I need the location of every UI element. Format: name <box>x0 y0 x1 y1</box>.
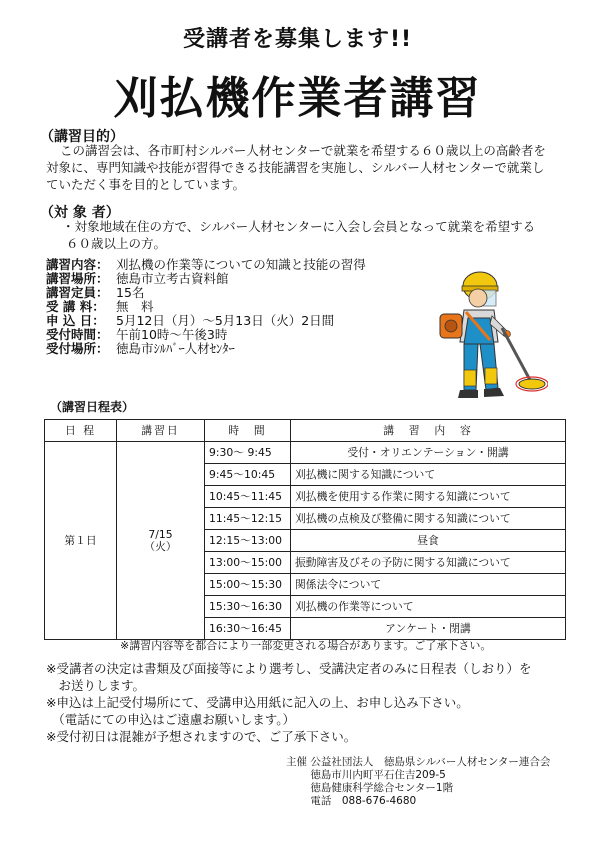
info-value: 刈払機の作業等についての知識と技能の習得 <box>116 257 366 272</box>
info-value: 午前10時～午後3時 <box>116 327 228 342</box>
info-value: 無 料 <box>116 299 154 314</box>
time-cell: 13:00～15:00 <box>205 552 291 574</box>
schedule-date <box>117 442 205 640</box>
info-key: 講習内容： <box>46 257 109 272</box>
table-row <box>45 442 566 464</box>
info-key: 講習定員： <box>46 285 109 300</box>
schedule-day: 第１日 <box>45 442 117 640</box>
info-key: 受 講 料： <box>46 299 105 314</box>
info-key: 受付時間： <box>46 327 109 342</box>
column-header: 時 間 <box>205 420 291 442</box>
info-row <box>46 328 406 342</box>
info-row <box>46 286 406 300</box>
target-line: ・対象地域在住の方で、シルバー人材センターに入会し会員となって就業を希望する <box>62 219 536 234</box>
time-cell: 15:30～16:30 <box>205 596 291 618</box>
remark-line: （電話にての申込はご遠慮お願いします。） <box>46 712 296 727</box>
purpose-line: この講習会は、各市町村シルバー人材センターで就業を希望する６０歳以上の高齢者を <box>60 143 546 158</box>
building-line: 徳島健康科学総合センター1階 <box>286 782 454 794</box>
target-heading: （対 象 者） <box>40 205 120 221</box>
content-cell: 振動障害及びその予防に関する知識について <box>291 552 566 574</box>
info-value: 5月12日（月）～5月13日（火）2日間 <box>116 313 335 328</box>
tagline: 受講者を募集します!! <box>182 27 413 52</box>
schedule-date-value: 7/15 <box>148 527 173 541</box>
purpose-line: ていただく事を目的としています。 <box>46 177 246 192</box>
page-title: 刈払機作業者講習 <box>113 73 482 124</box>
schedule-note: ※講習内容等を都合により一部変更される場合があります。ご了承下さい。 <box>120 639 492 652</box>
column-header: 講 習 内 容 <box>291 420 566 442</box>
content-cell: 関係法令について <box>291 574 566 596</box>
phone-line: 電話 088-676-4680 <box>286 795 417 807</box>
info-key: 講習場所： <box>46 271 109 286</box>
column-header: 講習日 <box>117 420 205 442</box>
remark-line: ※受講者の決定は書類及び面接等により選考し、受講決定者のみに日程表（しおり）を <box>46 661 532 676</box>
info-row <box>46 314 406 328</box>
purpose-line: 対象に、専門知識や技能が習得できる技能講習を実施し、シルバー人材センターで就業し <box>46 160 545 175</box>
purpose-heading: （講習目的） <box>40 129 124 145</box>
info-row <box>46 342 406 356</box>
info-row <box>46 258 406 272</box>
info-value: 徳島市ｼﾙﾊﾞｰ人材ｾﾝﾀｰ <box>116 341 235 356</box>
time-cell: 9:45～10:45 <box>205 464 291 486</box>
time-cell: 10:45～11:45 <box>205 486 291 508</box>
content-cell: 刈払機の作業等について <box>291 596 566 618</box>
schedule-table <box>44 419 566 640</box>
schedule-date-weekday: （火） <box>144 539 177 553</box>
remark-line: お送りします。 <box>46 678 146 693</box>
content-cell: 刈払機の点検及び整備に関する知識について <box>291 508 566 530</box>
organizer-info <box>286 756 550 808</box>
content-cell: 昼食 <box>291 530 566 552</box>
time-cell: 9:30～ 9:45 <box>205 442 291 464</box>
brushcutter-worker-illustration <box>418 262 548 407</box>
info-key: 受付場所： <box>46 341 109 356</box>
course-info <box>46 258 406 356</box>
purpose-text <box>46 142 546 193</box>
info-row <box>46 272 406 286</box>
info-value: 徳島市立考古資料館 <box>116 271 229 286</box>
column-header: 日 程 <box>45 420 117 442</box>
remark-line: ※受付初日は混雑が予想されますので、ご了承下さい。 <box>46 729 357 744</box>
content-cell: 受付・オリエンテーション・開講 <box>291 442 566 464</box>
remark-line: ※申込は上記受付場所にて、受講申込用紙に記入の上、お申し込み下さい。 <box>46 695 469 710</box>
content-cell: アンケート・閉講 <box>291 618 566 640</box>
target-text <box>62 218 535 252</box>
remarks <box>46 660 566 745</box>
target-line: ６０歳以上の方。 <box>66 236 167 251</box>
schedule-label: （講習日程表） <box>50 400 135 414</box>
table-header-row <box>45 420 566 442</box>
content-cell: 刈払機に関する知識について <box>291 464 566 486</box>
info-key: 申 込 日： <box>46 313 105 328</box>
info-row <box>46 300 406 314</box>
address-line: 徳島市川内町平石住吉209-5 <box>286 769 446 781</box>
content-cell: 刈払機を使用する作業に関する知識について <box>291 486 566 508</box>
time-cell: 16:30～16:45 <box>205 618 291 640</box>
time-cell: 11:45～12:15 <box>205 508 291 530</box>
info-value: 15名 <box>116 285 145 300</box>
time-cell: 15:00～15:30 <box>205 574 291 596</box>
organizer-line: 主催 公益社団法人 徳島県シルバー人材センター連合会 <box>286 756 551 768</box>
time-cell: 12:15～13:00 <box>205 530 291 552</box>
